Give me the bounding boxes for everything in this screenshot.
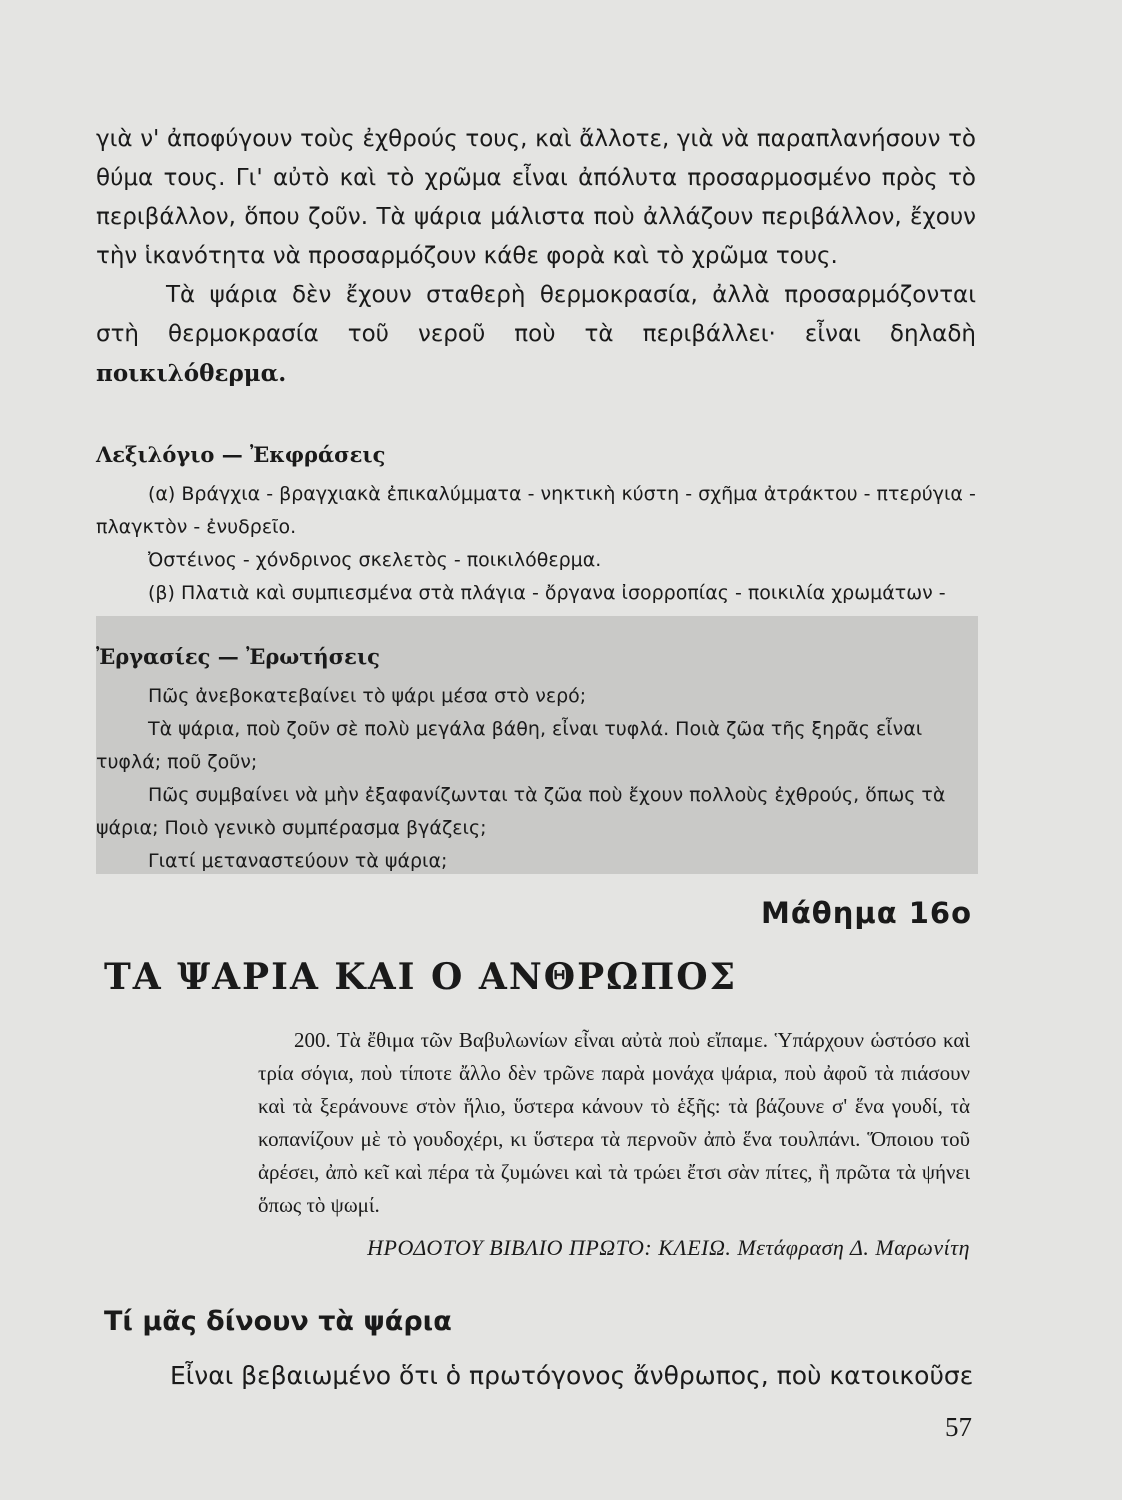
tasks-heading: Ἐργασίες — Ἐρωτήσεις bbox=[96, 644, 380, 669]
intro-paragraph-1: γιὰ ν' ἀποφύγουν τοὺς ἐχθρούς τους, καὶ ἄλλοτε, γιὰ νὰ παραπλανήσουν τὸ θύμα τους. Γι' αὐτὸ καὶ τὸ χρῶμα εἶναι ἀπόλυτα προσαρμοσμένο πρὸς τὸ περιβάλλον, ὅπου ζοῦν. Τὰ ψάρια μάλιστα ποὺ ἀλλάζουν περιβάλλον, ἔχουν τὴν ἱκανότητα νὰ προσαρμόζουν κάθε φορὰ καὶ τὸ χρῶμα τους. bbox=[96, 126, 976, 269]
subheading: Τί μᾶς δίνουν τὰ ψάρια bbox=[104, 1306, 452, 1337]
vocabulary-section bbox=[96, 438, 976, 643]
vocabulary-b: (β) Πλατιὰ καὶ συμπιεσμένα στὰ πλάγια - ὄργανα ἰσορροπίας - ποικιλία χρωμάτων - bbox=[148, 582, 946, 604]
lesson-label: Μάθημα 16ο bbox=[761, 896, 972, 930]
intro-bold-term: ποικιλόθερμα. bbox=[96, 360, 287, 387]
tasks-section bbox=[96, 640, 976, 878]
last-paragraph: Εἶναι βεβαιωμένο ὅτι ὁ πρωτόγονος ἄνθρωπος, ποὺ κατοικοῦσε bbox=[170, 1361, 974, 1390]
last-paragraph-block bbox=[96, 1356, 976, 1396]
task-question-1: Πῶς ἀνεβοκατεβαίνει τὸ ψάρι μέσα στὸ νερό; bbox=[148, 685, 587, 707]
task-question-4: Γιατί μεταναστεύουν τὰ ψάρια; bbox=[148, 850, 448, 872]
vocabulary-heading: Λεξιλόγιο — Ἐκφράσεις bbox=[96, 442, 386, 467]
quote-block bbox=[258, 1024, 970, 1222]
chapter-title: ΤΑ ΨΑΡΙΑ ΚΑΙ Ο ΑΝΘΡΩΠΟΣ bbox=[104, 956, 738, 998]
quote-source: ΗΡΟΔΟΤΟΥ ΒΙΒΛΙΟ ΠΡΩΤΟ: ΚΛΕΙΩ. Μετάφραση Δ. Μαρωνίτη bbox=[367, 1235, 970, 1260]
vocabulary-a: (α) Βράγχια - βραγχιακὰ ἐπικαλύμματα - νηκτικὴ κύστη - σχῆμα ἀτράκτου - πτερύγια - πλαγκτὸν - ἐνυδρεῖο. bbox=[96, 483, 976, 538]
vocabulary-a2: Ὀστέινος - χόνδρινος σκελετὸς - ποικιλόθερμα. bbox=[148, 549, 602, 571]
intro-paragraph-2 bbox=[96, 276, 976, 394]
task-question-3: Πῶς συμβαίνει νὰ μὴν ἐξαφανίζωνται τὰ ζῶα ποὺ ἔχουν πολλοὺς ἐχθρούς, ὅπως τὰ ψάρια; Ποιὸ γενικὸ συμπέρασμα βγάζεις; bbox=[96, 784, 946, 839]
intro-section bbox=[96, 120, 976, 394]
quote-text: 200. Τὰ ἔθιμα τῶν Βαβυλωνίων εἶναι αὐτὰ ποὺ εἴπαμε. Ὑπάρχουν ὡστόσο καὶ τρία σόγια, ποὺ τίποτε ἄλλο δὲν τρῶνε παρὰ μονάχα ψάρια, ποὺ ἀφοῦ τὰ πιάσουν καὶ τὰ ξεράνουνε στὸν ἥλιο, ὕστερα κάνουν τὸ ἑξῆς: τὰ βάζουνε σ' ἕνα γουδί, τὰ κοπανίζουν μὲ τὸ γουδοχέρι, κι ὕστερα τὰ περνοῦν ἀπὸ ἕνα τουλπάνι. Ὅποιου τοῦ ἀρέσει, ἀπὸ κεῖ καὶ πέρα τὰ ζυμώνει καὶ τὰ τρώει ἔτσι σὰν πίτες, ἢ πρῶτα τὰ ψήνει ὅπως τὸ ψωμί. bbox=[258, 1028, 970, 1217]
page-number: 57 bbox=[945, 1412, 972, 1442]
intro-paragraph-2-text: Τὰ ψάρια δὲν ἔχουν σταθερὴ θερμοκρασία, ἀλλὰ προσαρμόζονται στὴ θερμοκρασία τοῦ νεροῦ ποὺ τὰ περιβάλλει· εἶναι δηλαδὴ bbox=[96, 282, 976, 347]
task-question-2: Τὰ ψάρια, ποὺ ζοῦν σὲ πολὺ μεγάλα βάθη, εἶναι τυφλά. Ποιὰ ζῶα τῆς ξηρᾶς εἶναι τυφλά; ποῦ ζοῦν; bbox=[96, 718, 923, 773]
